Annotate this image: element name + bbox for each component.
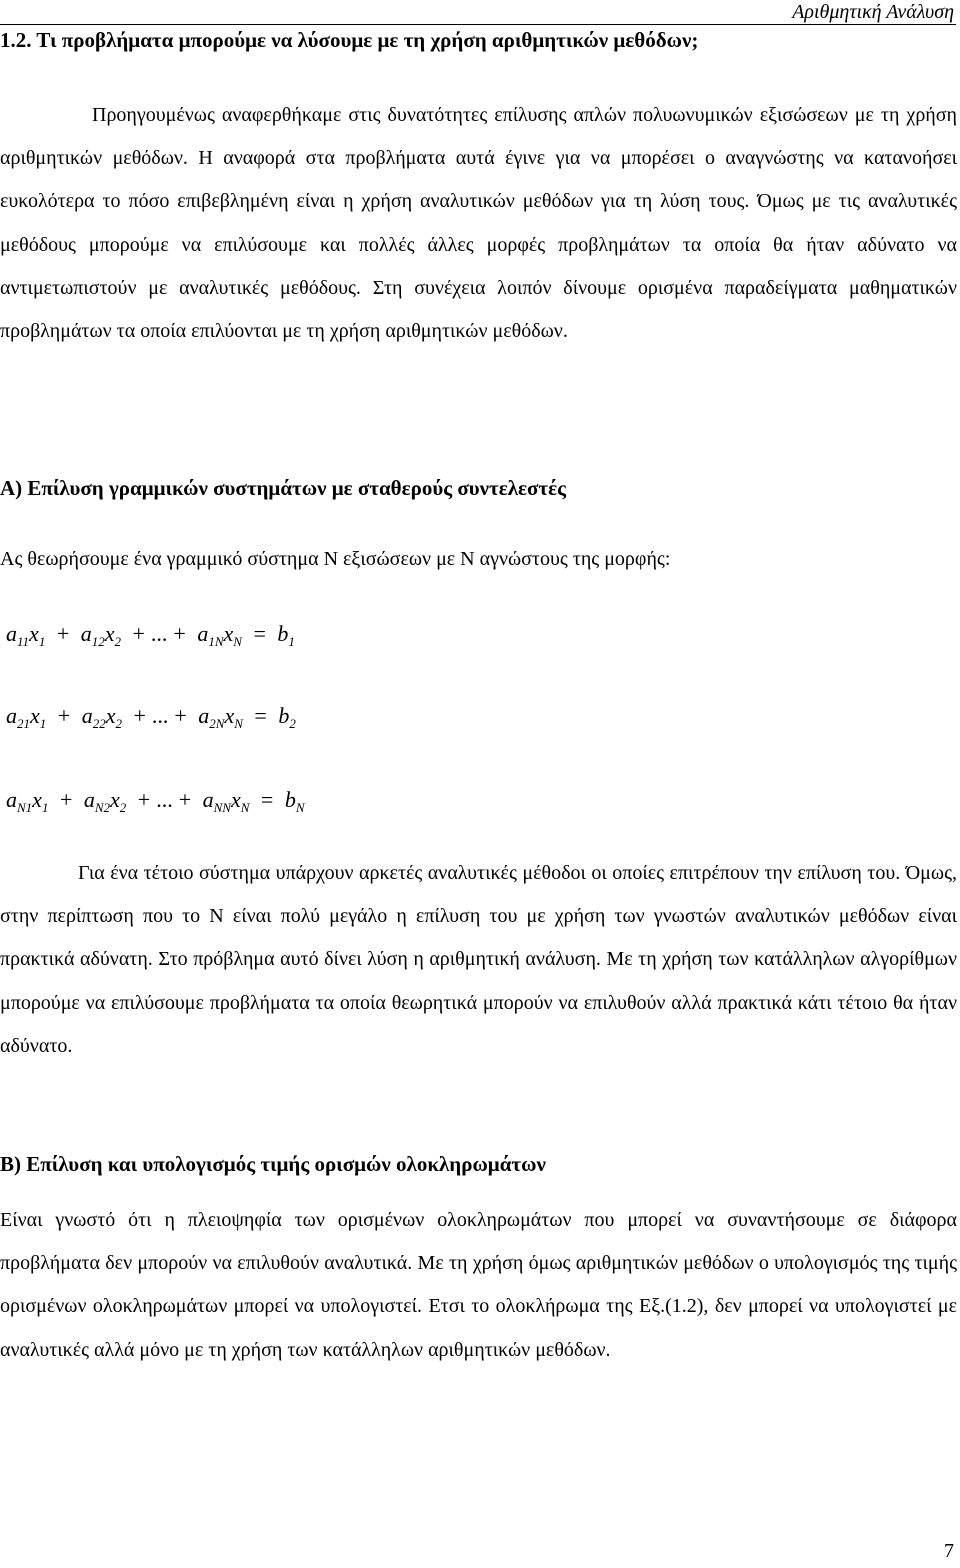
subsection-a-paragraph: Για ένα τέτοιο σύστημα υπάρχουν αρκετές αναλυτικές μέθοδοι οι οποίες επιτρέπουν την επίλυση του. Όμως, στην περίπτωση που το Ν είναι πολύ μεγάλο η επίλυση του με χρήση των γνωστών αναλυτικών μεθόδων είναι πρακτικά αδύνατη. Στο πρόβλημα αυτό δίνει λύση η αριθμητική ανάλυση. Με τη χρήση των κατάλληλων αλγορίθμων μπορούμε να επιλύσουμε προβλήματα τα οποία θεωρητικά μπορούν να επιλυθούν αλλά πρακτικά κάτι τέτοιο θα ήταν αδύνατο. xyxy=(0,862,957,1057)
subsection-b-paragraph: Είναι γνωστό ότι η πλειοψηφία των ορισμένων ολοκληρωμάτων που μπορεί να συναντήσουμε σε διάφορα προβλήματα δεν μπορούν να επιλυθούν αναλυτικά. Με τη χρήση όμως αριθμητικών μεθόδων ο υπολογισμός της τιμής ορισμένων ολοκληρωμάτων μπορεί να υπολογιστεί. Ετσι το ολοκλήρωμα της Εξ.(1.2), δεν μπορεί να υπολογιστεί με αναλυτικές αλλά μόνο με τη χρήση των κατάλληλων αριθμητικών μεθόδων. xyxy=(0,1209,957,1361)
subsection-b-heading: Β) Επίλυση και υπολογισμός τιμής ορισμών ολοκληρωμάτων xyxy=(0,1152,546,1176)
subsection-a-lead: Ας θεωρήσουμε ένα γραμμικό σύστημα Ν εξισώσεων με Ν αγνώστους της μορφής: xyxy=(0,548,671,570)
equation-row-n: $a_{N1}x_1 + a_{N2}x_2$ + ... + $a_{NN}x_N = b_N$ xyxy=(6,787,305,815)
equation-row-1: $a_{11}x_1 + a_{12}x_2$ + ... + $a_{1N}x_N = b_1$ xyxy=(6,621,295,649)
page-number: 7 xyxy=(944,1540,954,1562)
running-header: Αριθμητική Ανάλυση xyxy=(792,1,954,23)
intro-paragraph: Προηγουμένως αναφερθήκαμε στις δυνατότητες επίλυσης απλών πολυωνυμικών εξισώσεων με τη χρήση αριθμητικών μεθόδων. Η αναφορά στα προβλήματα αυτά έγινε για να μπορέσει ο αναγνώστης να κατανοήσει ευκολότερα το πόσο επιβεβλημένη είναι η χρήση αναλυτικών μεθόδων για τη λύση τους. Όμως με τις αναλυτικές μεθόδους μπορούμε να επιλύσουμε και πολλές άλλες μορφές προβλημάτων τα οποία θα ήταν αδύνατο να αντιμετωπιστούν με αναλυτικές μεθόδους. Στη συνέχεια λοιπόν δίνουμε ορισμένα παραδείγματα μαθηματικών προβλημάτων τα οποία επιλύονται με τη χρήση αριθμητικών μεθόδων. xyxy=(0,104,957,343)
section-title: 1.2. Τι προβλήματα μπορούμε να λύσουμε με τη χρήση αριθμητικών μεθόδων; xyxy=(0,28,699,52)
header-rule xyxy=(0,24,956,25)
eq1-a: a xyxy=(6,621,17,646)
subsection-a-heading: Α) Επίλυση γραμμικών συστημάτων με σταθερούς συντελεστές xyxy=(0,476,566,500)
equation-row-2: $a_{21}x_1 + a_{22}x_2$ + ... + $a_{2N}x_N = b_2$ xyxy=(6,703,296,731)
